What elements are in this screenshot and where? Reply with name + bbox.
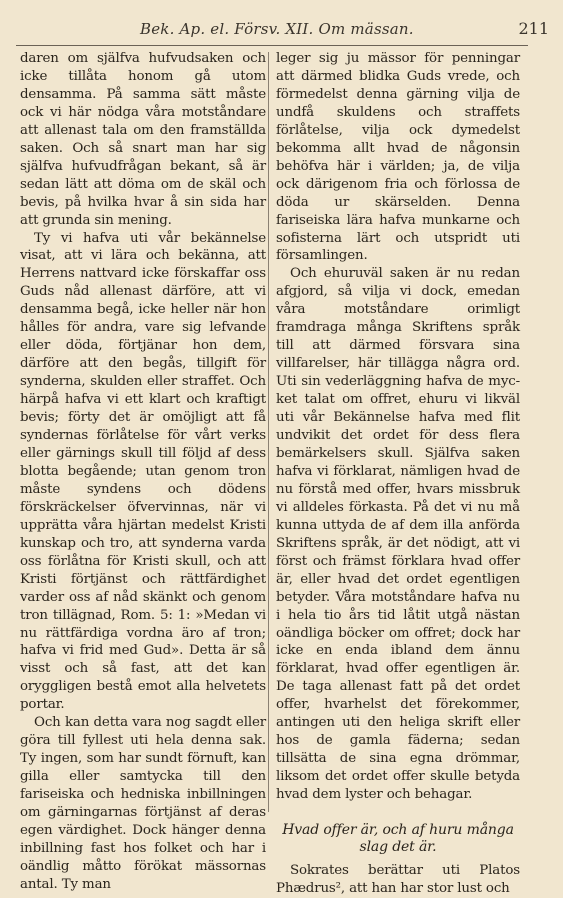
page-number: 211 <box>518 19 549 38</box>
paragraph: daren om själfva hufvudsaken och icke tillåta honom gå utom densamma. På samma sätt måste ock vi här nödga våra motståndare att allenast tala om den framställda saken. Och så snart man har sig själfva hufvudfrågan bekant, så är sedan lätt att döma om de skäl och bevis, på hvilka hvar å sin sida har att grunda sin mening. <box>20 51 266 228</box>
section-subheading: Hvad offer är, och af huru många slag det är. <box>282 822 514 856</box>
header-rule <box>16 45 528 46</box>
paragraph: Och ehuruväl saken är nu redan afgjord, så vilja vi dock, emedan våra motståndare orimligt framdraga många Skriftens språk till att därmed försvara sina villfarelser, här tillägga några ord. Uti sin vederläggning hafva de myc- ket talat om offret, ehuru vi likväl uti vår Bekännelse hafva med flit undvikit det ordet för dess flera bemärkelsers skull. Själfva saken hafva vi förklarat, nämligen hvad de nu förstå med offer, hvars missbruk vi alldeles förkasta. På det vi nu må kunna uttyda de af dem illa anförda Skriftens språk, är det nödigt, att vi först och främst förklara hvad offer är, eller hvad det ordet egentligen betyder. Våra motståndare hafva nu i hela tio års tid låtit utgå nästan oändliga böcker om offret; dock har icke en enda ibland dem ännu förklarat, hvad offer egentligen är. De taga allenast fatt på det ordet offer, hvarhelst det förekommer, antingen uti den heliga skrift eller hos de gamla fäderna; sedan tillsätta de sina egna drömmar, liksom det ordet offer skulle betyda hvad dem lyster och behagar. <box>276 266 520 803</box>
right-column <box>276 50 520 898</box>
paragraph: Sokrates berättar uti Platos Phædrus², att han har stor lust och <box>276 863 520 896</box>
paragraph: Ty vi hafva uti vår bekännelse visat, att vi lära och bekänna, att Herrens nattvard icke förskaffar oss Guds nåd allenast därföre, att vi densamma begå, icke heller när hon hålles för andra, vare sig lefvande eller döda, förtjänar hon dem, därföre att den begås, tillgift för synderna, skulden eller straffet. Och härpå hafva vi ett klart och kraftigt bevis; förty det är omöjligt att få syndernas förlåtelse för vårt verks eller gärnings skull till följd af dess blotta begående; utan genom tron måste syndens och dödens förskräckelser öfvervinnas, när vi upprätta våra hjärtan medelst Kristi kunskap och tro, att synderna varda oss förlåtna för Kristi skull, och att Kristi förtjänst och rättfärdighet varder oss af nåd skänkt och genom tron tillägnad, Rom. 5: 1: »Medan vi nu rättfärdiga vordna äro af tron; hafva vi frid med Gud». Detta är så visst och så fast, att det kan oryggligen bestå emot alla helvetets portar. <box>20 230 266 713</box>
paragraph: leger sig ju mässor för penningar att därmed blidka Guds vrede, och förmedelst denna gärning vilja de undfå skuldens och straffets förlåtelse, vilja ock dymedelst bekomma allt hvad de någonsin behöfva här i världen; ja, de vilja ock därigenom fria och förlossa de döda ur skärselden. Denna fariseiska lära hafva munkarne och sofisterna lärt och utspridt uti församlingen. <box>276 51 520 264</box>
page-header <box>0 16 563 40</box>
column-divider <box>268 52 269 812</box>
running-head: Bek. Ap. el. Försv. XII. Om mässan. <box>140 20 414 38</box>
paragraph: Och kan detta vara nog sagdt eller göra till fyllest uti hela denna sak. Ty ingen, som har sundt förnuft, kan gilla eller samtycka till den fariseiska och hedniska inbillningen om gärningarnas förtjänst af deras egen värdighet. Dock hänger denna inbillning fast hos folket och har i oändlig måtto förökat mässornas antal. Ty man <box>20 715 266 892</box>
left-column <box>20 50 266 894</box>
